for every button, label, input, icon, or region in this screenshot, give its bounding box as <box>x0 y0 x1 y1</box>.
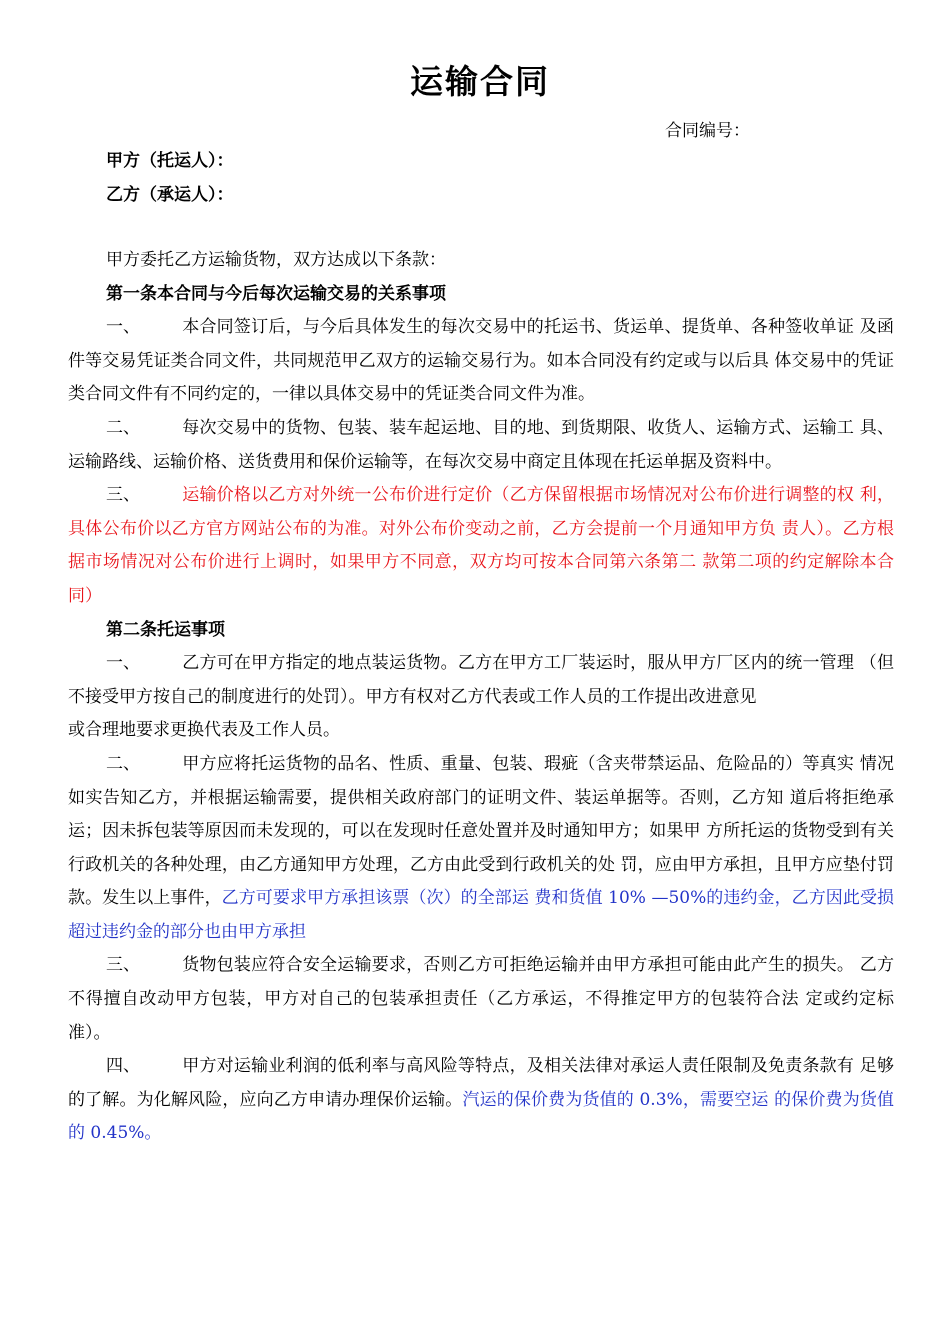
clause-text: 乙方可在甲方指定的地点装运货物。乙方在甲方工厂装运时，服从甲方厂区内的统一管理 （但不接受甲方按自己的制度进行的处罚）。甲方有权对乙方代表或工作人员的工作提出改进意见 <box>68 653 894 707</box>
clause-text: 货物包装应符合安全运输要求，否则乙方可拒绝运输并由甲方承担可能由此产生的损失。 乙方不得擅自改动甲方包装，甲方对自己的包装承担责任（乙方承运，不得推定甲方的包装符合法 定或约定标准）。 <box>68 955 894 1043</box>
clause-text: 每次交易中的货物、包装、装车起运地、目的地、到货期限、收货人、运输方式、运输工 具、运输路线、运输价格、送货费用和保价运输等，在每次交易中商定且体现在托运单据及资料中。 <box>68 417 894 472</box>
article-2-clause-3 <box>68 949 894 1050</box>
contract-number-label: 合同编号： <box>665 121 750 141</box>
party-b-label: 乙方（承运人）： <box>106 185 234 205</box>
article-2-clause-1 <box>68 647 894 714</box>
article-2-heading: 第二条托运事项 <box>106 619 225 640</box>
article-1-heading: 第一条本合同与今后每次运输交易的关系事项 <box>106 283 446 304</box>
clause-number: 二、 <box>106 753 140 774</box>
clause-number: 三、 <box>106 485 140 506</box>
clause-text: 本合同签订后，与今后具体发生的每次交易中的托运书、货运单、提货单、各种签收单证 及函件等交易凭证类合同文件，共同规范甲乙双方的运输交易行为。如本合同没有约定或与以后具 体交易中的凭证类合同文件有不同约定的，一律以具体交易中的凭证类合同文件为准。 <box>68 317 894 405</box>
article-2-clause-2 <box>68 748 894 950</box>
contract-body <box>68 244 894 1151</box>
clause-number: 四、 <box>106 1056 140 1077</box>
clause-text-red: 运输价格以乙方对外统一公布价进行定价（乙方保留根据市场情况对公布价进行调整的权 利，具体公布价以乙方官方网站公布的为准。对外公布价变动之前，乙方会提前一个月通知甲方负 责人）。乙方根据市场情况对公布价进行上调时，如果甲方不同意，双方均可按本合同第六条第二 款第二项的约定解除本合同） <box>68 485 894 606</box>
intro-paragraph: 甲方委托乙方运输货物，双方达成以下条款： <box>106 250 446 270</box>
clause-text: 甲方应将托运货物的品名、性质、重量、包装、瑕疵（含夹带禁运品、危险品的）等真实 情况如实告知乙方，并根据运输需要，提供相关政府部门的证明文件、装运单据等。否则，乙方知 道后将拒绝承运；因未拆包装等原因而未发现的，可以在发现时任意处置并及时通知甲方；如果甲 方所托运的货物受到有关行政机关的各种处理，由乙方通知甲方处理，乙方由此受到行政机关的处 罚，应由甲方承担，且甲方应垫付罚款。发生以上事件， <box>68 753 894 909</box>
party-a-label: 甲方（托运人）： <box>106 151 234 171</box>
article-2-clause-1-continuation: 或合理地要求更换代表及工作人员。 <box>68 720 340 741</box>
clause-text-blue: 汽运的保价费为货值的 0.3%，需要空运 的保价费为货值的 0.45%。 <box>68 1089 895 1144</box>
article-1-clause-3 <box>68 479 894 613</box>
article-2-clause-4 <box>68 1050 894 1151</box>
clause-number: 三、 <box>106 955 140 976</box>
article-1-clause-2 <box>68 412 894 479</box>
clause-number: 一、 <box>106 317 140 338</box>
article-1-clause-1 <box>68 311 894 412</box>
clause-text: 甲方对运输业利润的低利率与高风险等特点，及相关法律对承运人责任限制及免责条款有 足够的了解。为化解风险，应向乙方申请办理保价运输。 <box>68 1056 894 1110</box>
clause-number: 一、 <box>106 653 140 674</box>
clause-text-blue: 乙方可要求甲方承担该票（次）的全部运 费和货值 10% —50%的违约金，乙方因此受损超过违约金的部分也由甲方承担 <box>68 888 895 942</box>
document-title: 运输合同 <box>410 62 550 101</box>
clause-number: 二、 <box>106 417 140 438</box>
